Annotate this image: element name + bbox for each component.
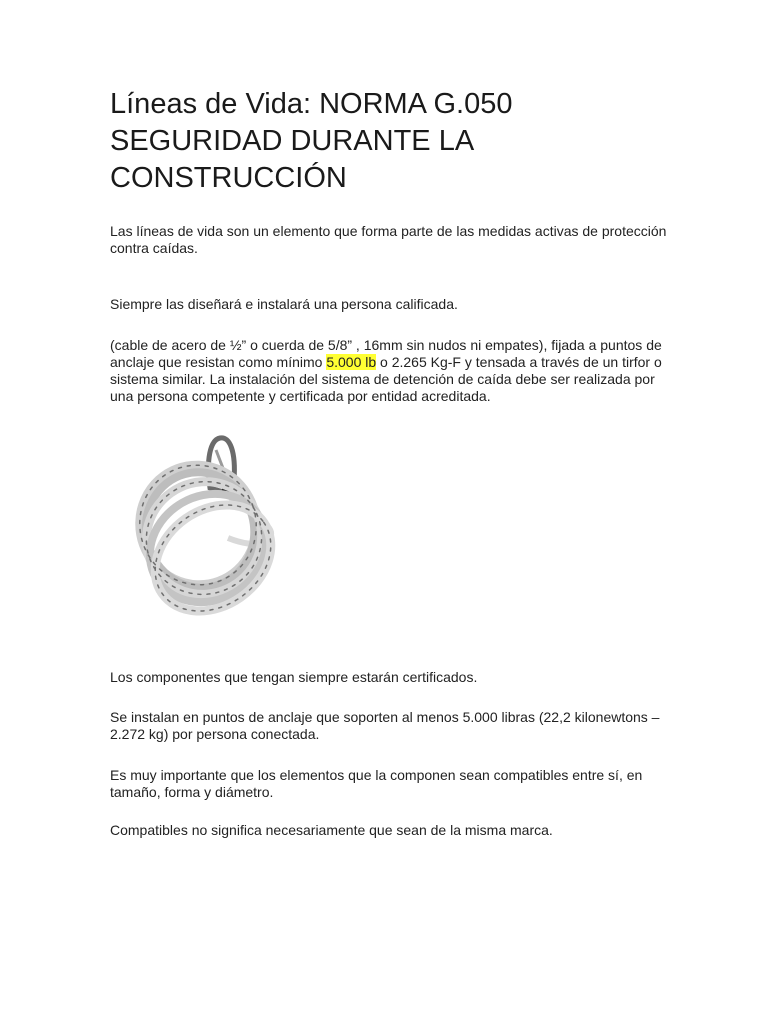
highlighted-load-value: 5.000 lb	[326, 354, 377, 370]
compatibility-paragraph: Es muy importante que los elementos que la componen sean compatibles entre sí, en tamaño, forma y diámetro.	[110, 767, 643, 800]
designer-paragraph: Siempre las diseñará e instalará una persona calificada.	[110, 296, 458, 312]
intro-paragraph: Las líneas de vida son un elemento que forma parte de las medidas activas de protección contra caídas.	[110, 223, 667, 256]
page-title: Líneas de Vida: NORMA G.050 SEGURIDAD DURANTE LA CONSTRUCCIÓN	[110, 88, 513, 194]
spec-paragraph	[110, 337, 670, 405]
spec-text-after: o 2.265 Kg-F y tensada a través de un tirfor o sistema similar. La instalación del sistema de detención de caída debe ser realizada por una persona competente y certificada por entidad acreditada.	[110, 354, 662, 404]
spec-text-before: (cable de acero de ½” o cuerda de 5/8” , 16mm sin nudos ni empates), fijada a puntos de anclaje que resistan como mínimo	[110, 337, 662, 370]
brand-note-paragraph: Compatibles no significa necesariamente que sean de la misma marca.	[110, 822, 553, 838]
rope-with-carabiner-icon	[118, 430, 318, 620]
components-paragraph: Los componentes que tengan siempre estarán certificados.	[110, 669, 478, 685]
rope-coil	[123, 449, 291, 620]
anchorage-paragraph: Se instalan en puntos de anclaje que soporten al menos 5.000 libras (22,2 kilonewtons – 2.272 kg) por persona conectada.	[110, 709, 660, 742]
